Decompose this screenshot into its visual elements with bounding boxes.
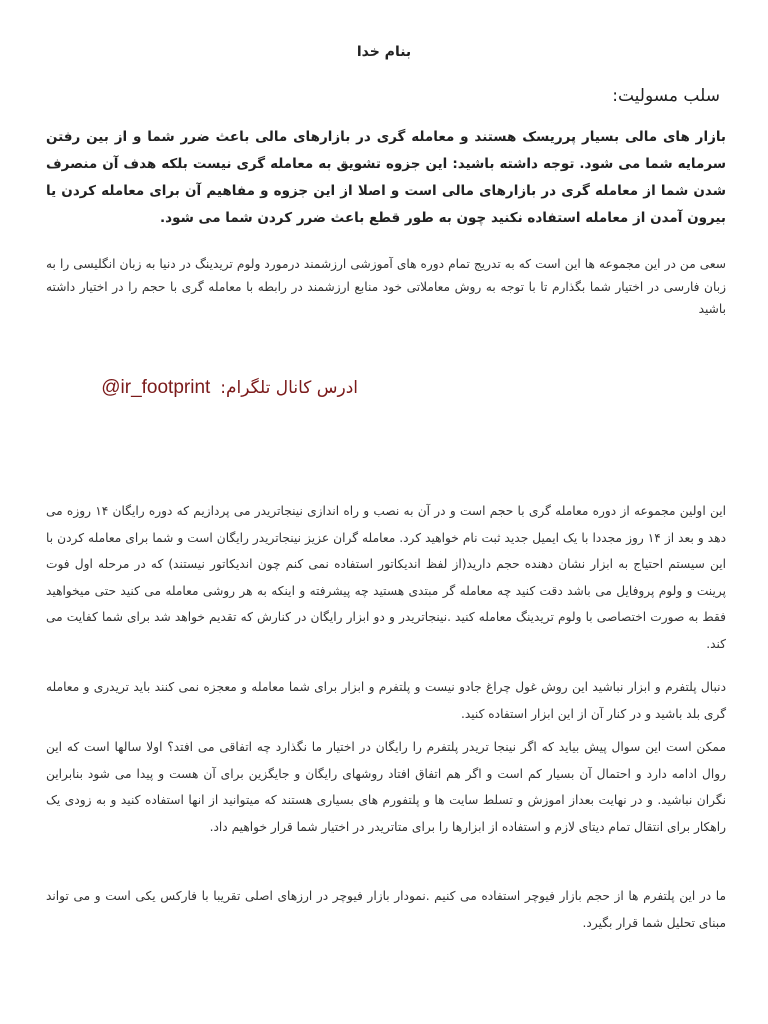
disclaimer-warning: بازار های مالی بسیار پرریسک هستند و معامله گری در بازارهای مالی باعث ضرر شما و از بین رفتن سرمایه شما می شود. توجه داشته باشید: این جزوه تشویق به معامله گری نیست بلکه هدف آن منصرف شدن شما از معامله گری در بازارهای مالی است و اصلا از این جزوه و مفاهیم آن برای معامله کردن یا بیرون آمدن از معامله استفاده نکنید چون به طور قطع باعث ضرر کردن شما می شود.	[46, 129, 726, 226]
body-paragraph-3: ممکن است این سوال پیش بیاید که اگر نینجا تریدر پلتفرم را رایگان در اختیار ما نگذارد چه اتفاقی می افتد؟ اولا سالها است که این روال ادامه دارد و احتمال آن بسیار کم است و اگر هم اتفاق افتاد روشهای رایگان و جایگزین برای آن هست و پیدا می شود بنابراین نگران نباشید. و در نهایت بعداز اموزش و تسلط سایت ها و پلتفورم های بسیاری هستند که میتوانید از انها استفاده کنید و به زودی یک راهکار برای انتقال تمام دیتای لازم و استفاده از ابزارها را برای متاتریدر در اختیار شما قرار خواهیم داد.	[46, 740, 726, 834]
telegram-handle-link[interactable]: @ir_footprint	[101, 377, 211, 398]
telegram-label: ادرس کانال تلگرام:	[220, 378, 358, 398]
intro-paragraph: سعی من در این مجموعه ها این است که به تدریج تمام دوره های آموزشی ارزشمند درمورد ولوم تریدینگ در دنیا به زبان انگلیسی را به زبان فارسی در اختیار شما بگذارم تا با توجه به روش معاملاتی خود منابع ارزشمند در رابطه با معامله گری با حجم را در اختیار داشته باشید	[46, 257, 726, 316]
disclaimer-title: سلب مسولیت:	[612, 86, 720, 106]
page-heading: بنام خدا	[356, 44, 412, 60]
body-paragraph-4: ما در این پلتفرم ها از حجم بازار فیوچر استفاده می کنیم .نمودار بازار فیوچر در ارزهای اصلی تقریبا با فارکس یکی است و می تواند مبنای تحلیل شما قرار بگیرد.	[46, 889, 726, 930]
body-paragraph-1: این اولین مجموعه از دوره معامله گری با حجم است و در آن به نصب و راه اندازی نینجاتریدر می پردازیم که دوره رایگان ۱۴ روزه می دهد و بعد از ۱۴ روز مجددا با یک ایمیل جدید ثبت نام خواهید کرد. معامله گران عزیز نینجاتریدر رایگان است و شما برای معامله کردن با این سیستم احتیاج به ابزار نشان دهنده حجم دارید(از لفظ اندیکاتور استفاده نمی کنم چون اندیکاتور نیستند) که در مرحله اول فوت پرینت و ولوم پروفایل می باشد دقت کنید چه معامله گر مبتدی هستید چه پیشرفته و اینکه به هر روشی معامله می کنید حتی میخواهید فقط به صورت اختصاصی با ولوم تریدینگ معامله کنید .نینجاتریدر و دو ابزار رایگان در کنارش که تقدیم خواهد شد برای شما کفایت می کند.	[46, 504, 726, 651]
body-paragraph-2: دنبال پلتفرم و ابزار نباشید این روش غول چراغ جادو نیست و پلتفرم و ابزار برای شما معامله و معجزه نمی کنند باید تریدری و معامله گری بلد باشید و در کنار آن از این ابزار استفاده کنید.	[46, 680, 726, 721]
telegram-channel	[101, 377, 358, 399]
